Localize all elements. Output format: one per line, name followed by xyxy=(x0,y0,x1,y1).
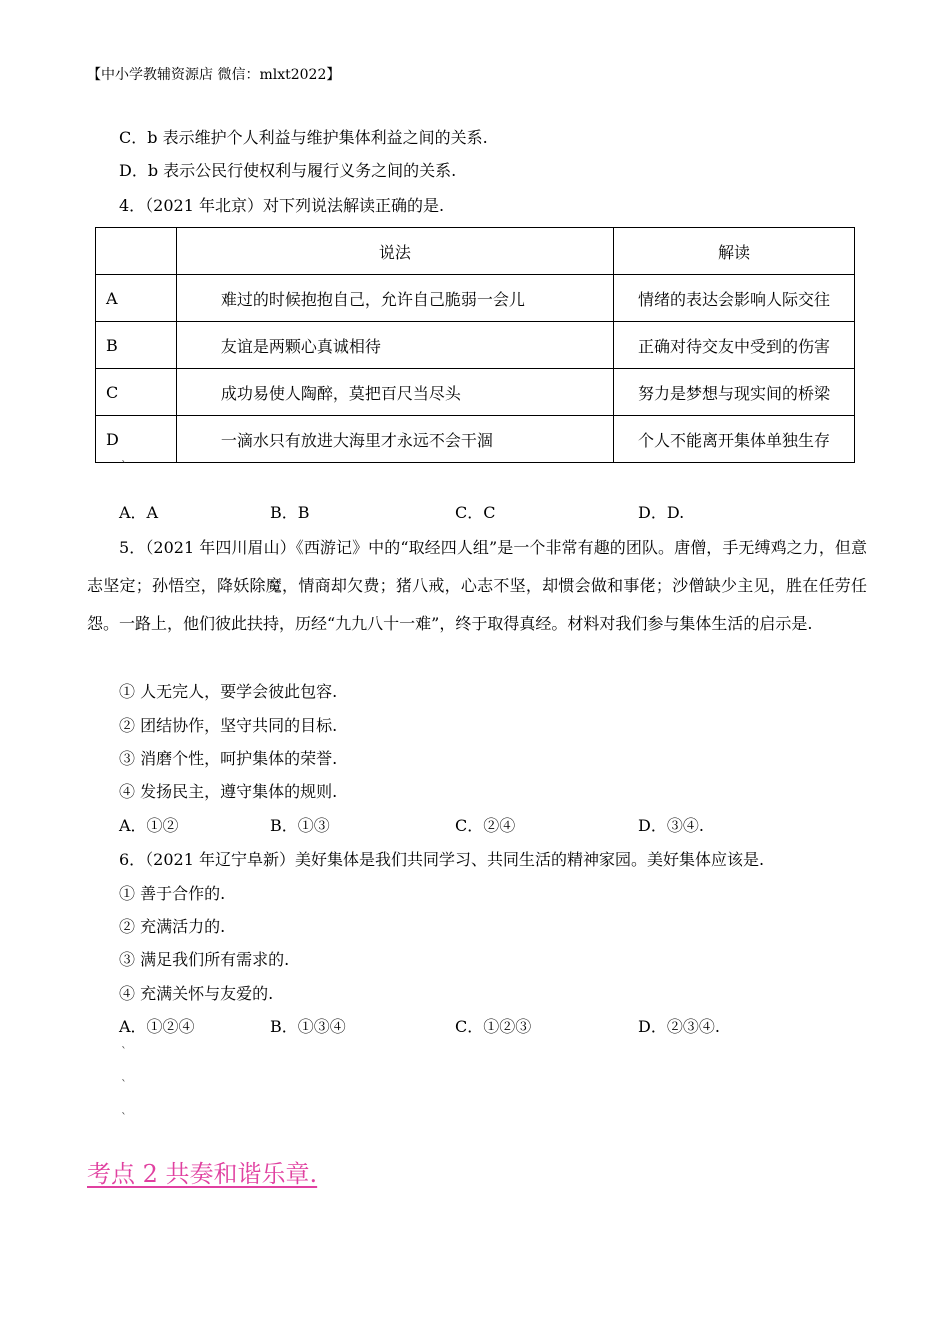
table-cell: 友谊是两颗心真诚相待 xyxy=(176,322,613,369)
q5-option-a: A．①② xyxy=(119,816,179,835)
q4-option-b: B．B xyxy=(270,503,310,522)
q6-item-4: ④ 充满关怀与友爱的. xyxy=(119,984,274,1003)
table-header-cell: 说法 xyxy=(176,228,613,275)
table-cell: C xyxy=(96,369,177,416)
q5-stem: 5．（2021 年四川眉山）《西游记》中的“取经四人组”是一个非常有趣的团队。唐僧，手无缚鸡之力，但意志坚定；孙悟空，降妖除魔，情商却欠费；猪八戒，心志不坚，却惯会做和事佬；沙僧缺少主见，胜在任劳任怨。一路上，他们彼此扶持，历经“九九八十一难”，终于取得真经。材料对我们参与集体生活的启示是. xyxy=(87,538,867,633)
table-row xyxy=(96,369,855,416)
paragraph-mark: ` xyxy=(121,1078,127,1092)
table-cell: B xyxy=(96,322,177,369)
section-title-link[interactable]: 考点 2 共奏和谐乐章. xyxy=(87,1160,318,1188)
q5-item-2: ② 团结协作，坚守共同的目标. xyxy=(119,716,338,735)
page-header: 【中小学教辅资源店 微信：mlxt2022】 xyxy=(87,67,341,83)
q5-item-3: ③ 消磨个性，呵护集体的荣誉. xyxy=(119,749,338,768)
q4-option-c: C．C xyxy=(455,503,496,522)
q6-item-2: ② 充满活力的. xyxy=(119,917,226,936)
table-row xyxy=(96,416,855,463)
q5-item-1: ① 人无完人，要学会彼此包容. xyxy=(119,682,338,701)
table-cell: 正确对待交友中受到的伤害 xyxy=(613,322,854,369)
q6-option-c: C．①②③ xyxy=(455,1017,532,1036)
q6-item-3: ③ 满足我们所有需求的. xyxy=(119,950,290,969)
q3-option-d: D．b 表示公民行使权利与履行义务之间的关系. xyxy=(119,161,457,180)
table-row xyxy=(96,322,855,369)
q5-option-b: B．①③ xyxy=(270,816,330,835)
q3-option-c: C．b 表示维护个人利益与维护集体利益之间的关系. xyxy=(119,128,488,147)
q6-item-1: ① 善于合作的. xyxy=(119,884,226,903)
table-cell: A xyxy=(96,275,177,322)
paragraph-mark: ` xyxy=(121,1111,127,1125)
paragraph-mark: ` xyxy=(121,1045,127,1059)
table-cell: 个人不能离开集体单独生存 xyxy=(613,416,854,463)
q4-option-a: A．A xyxy=(119,503,159,522)
table-header-row xyxy=(96,228,855,275)
table-header-cell xyxy=(96,228,177,275)
q5-option-d: D．③④. xyxy=(638,816,704,835)
paragraph-mark: ` xyxy=(121,459,127,473)
table-cell: 一滴水只有放进大海里才永远不会干涸 xyxy=(176,416,613,463)
table-cell: 努力是梦想与现实间的桥梁 xyxy=(613,369,854,416)
q6-option-d: D．②③④. xyxy=(638,1017,720,1036)
q6-option-a: A．①②④ xyxy=(119,1017,195,1036)
table-row xyxy=(96,275,855,322)
q4-stem: 4．（2021 年北京）对下列说法解读正确的是. xyxy=(119,196,445,215)
table-cell: 难过的时候抱抱自己，允许自己脆弱一会儿 xyxy=(176,275,613,322)
table-cell: 成功易使人陶醉，莫把百尺当尽头 xyxy=(176,369,613,416)
table-cell: 情绪的表达会影响人际交往 xyxy=(613,275,854,322)
q4-option-d: D．D. xyxy=(638,503,685,522)
q5-option-c: C．②④ xyxy=(455,816,516,835)
q6-stem: 6．（2021 年辽宁阜新）美好集体是我们共同学习、共同生活的精神家园。美好集体应该是. xyxy=(119,850,765,869)
q6-option-b: B．①③④ xyxy=(270,1017,346,1036)
table-header-cell: 解读 xyxy=(613,228,854,275)
q5-item-4: ④ 发扬民主，遵守集体的规则. xyxy=(119,782,338,801)
q4-table xyxy=(95,227,855,463)
table-cell: D xyxy=(96,416,177,463)
